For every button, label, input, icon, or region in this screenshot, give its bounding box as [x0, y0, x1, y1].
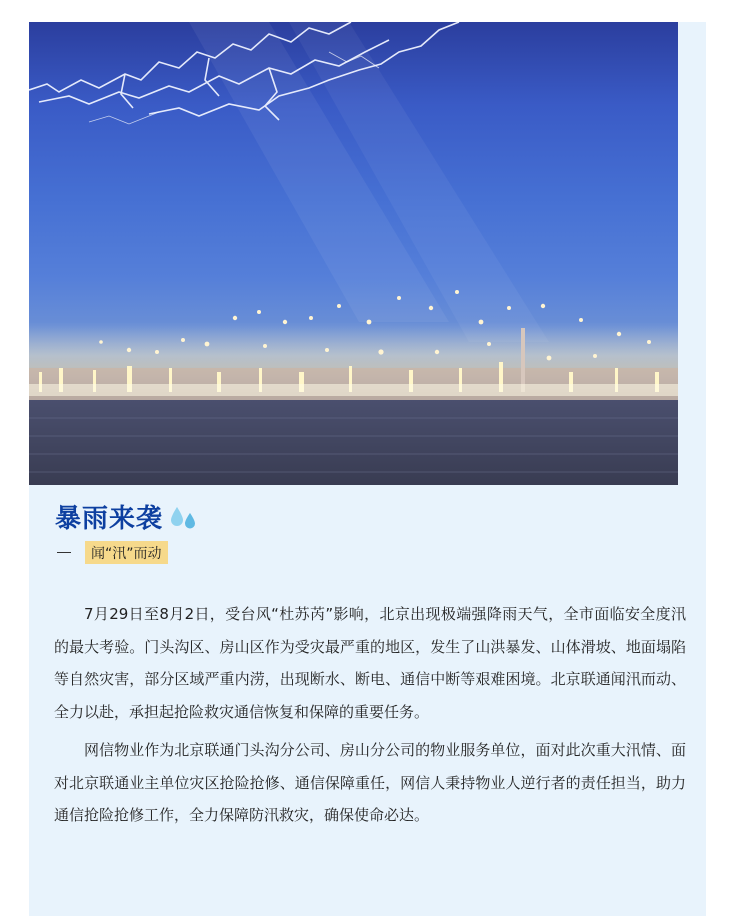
- section-title-row: [55, 498, 199, 535]
- paragraph: 7月29日至8月2日，受台风“杜苏芮”影响，北京出现极端强降雨天气，全市面临安全度汛的最大考验。门头沟区、房山区作为受灾最严重的地区，发生了山洪暴发、山体滑坡、地面塌陷等自然灾害，部分区域严重内涝，出现断水、断电、通信中断等艰难困境。北京联通闻汛而动、全力以赴，承担起抢险救灾通信恢复和保障的重要任务。: [54, 605, 686, 721]
- article-card: [29, 22, 706, 916]
- dash-divider: [57, 552, 71, 553]
- water-drops-icon: [169, 505, 199, 535]
- section-subtitle: 闻“汛”而动: [85, 541, 168, 564]
- article-body: [54, 598, 686, 832]
- paragraph: 网信物业作为北京联通门头沟分公司、房山分公司的物业服务单位，面对此次重大汛情、面对北京联通业主单位灾区抢险抢修、通信保障重任，网信人秉持物业人逆行者的责任担当，助力通信抢险抢修工作，全力保障防汛救灾，确保使命必达。: [54, 741, 686, 824]
- lightning-city-photo: [29, 22, 678, 485]
- subtitle-row: [57, 541, 168, 564]
- section-title: 暴雨来袭: [55, 504, 164, 534]
